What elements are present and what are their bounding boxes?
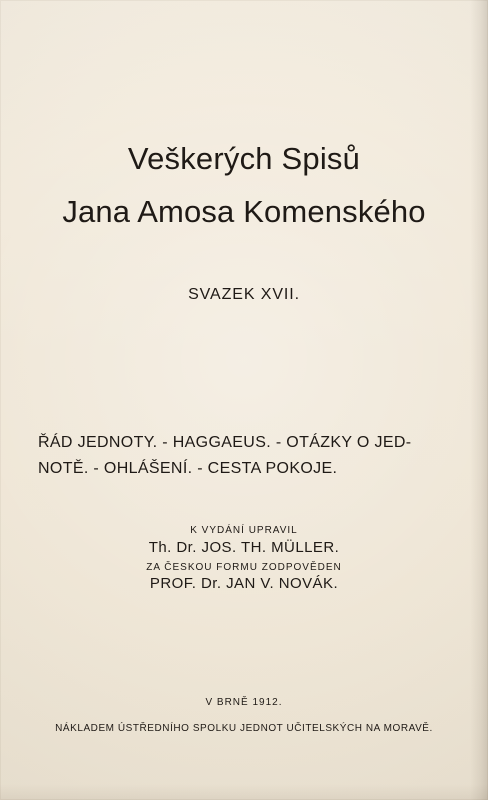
page-edge-shadow xyxy=(470,0,488,800)
contents-line-1: ŘÁD JEDNOTY. - HAGGAEUS. - OTÁZKY O JED- xyxy=(38,434,412,451)
contents-line-2: NOTĚ. - OHLÁŠENÍ. - CESTA POKOJE. xyxy=(38,460,338,477)
contents-block xyxy=(38,430,452,482)
page-bottom-shadow xyxy=(0,784,488,800)
editor-name: Th. Dr. JOS. TH. MÜLLER. xyxy=(148,539,340,556)
publication-place-year: V BRNĚ 1912. xyxy=(205,697,283,708)
translator-label: ZA ČESKOU FORMU ZODPOVĚDEN xyxy=(146,562,342,573)
publisher-line: NÁKLADEM ÚSTŘEDNÍHO SPOLKU JEDNOT UČITELSKÝCH NA MORAVĚ. xyxy=(55,723,433,734)
title-line-1: Veškerých Spisů xyxy=(127,141,361,176)
editor-label: K VYDÁNÍ UPRAVIL xyxy=(190,525,298,536)
translator-name: PROF. Dr. JAN V. NOVÁK. xyxy=(149,575,339,592)
volume-label: SVAZEK XVII. xyxy=(188,286,300,303)
title-line-2: Jana Amosa Komenského xyxy=(62,194,426,229)
